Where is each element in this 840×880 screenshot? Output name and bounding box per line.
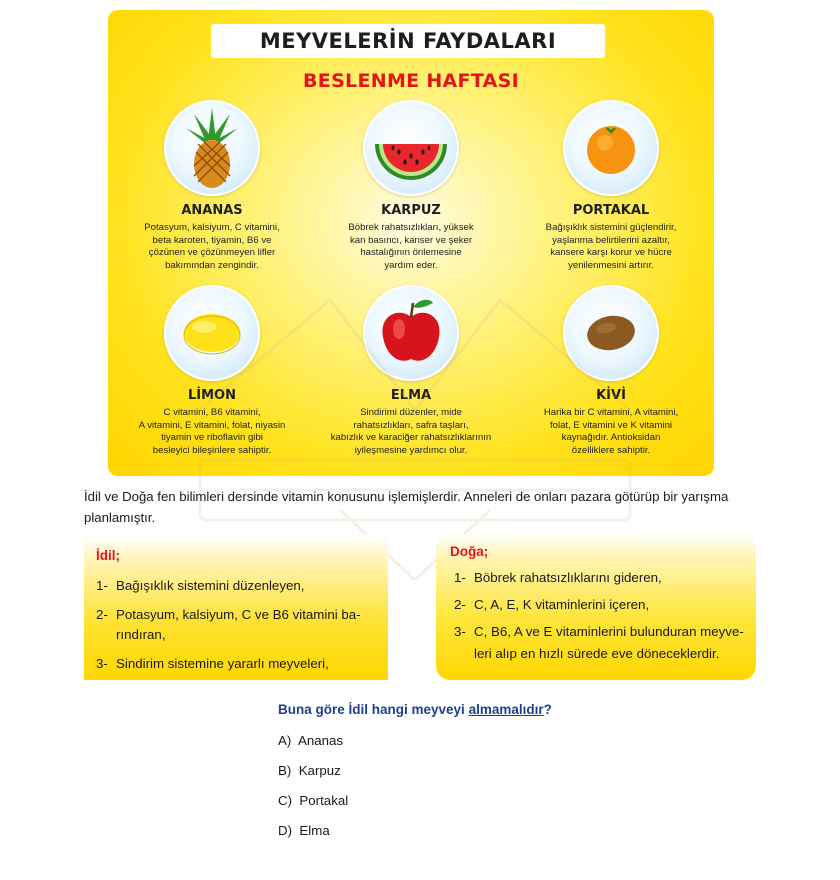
- option-d[interactable]: D) Elma: [278, 823, 330, 838]
- item-number: 3-: [96, 656, 108, 671]
- doga-heading: Doğa;: [450, 544, 489, 559]
- fruit-card-ananas: [112, 100, 312, 272]
- pineapple-icon: [164, 100, 260, 196]
- poster-subtitle: BESLENME HAFTASI: [303, 70, 519, 92]
- option-c[interactable]: C) Portakal: [278, 793, 349, 808]
- question-emphasis: almamalıdır: [468, 702, 544, 717]
- question-text: Buna göre İdil hangi meyveyi almamalıdır?: [278, 702, 552, 717]
- fruit-description: Böbrek rahatsızlıkları, yüksek kan basıncı, kanser ve şeker hastalığının önlemesine yardım eder.: [348, 222, 474, 271]
- fruit-description: Bağışıklık sistemini güçlendirir, yaşlanma belirtilerini azaltır, kansere karşı korur ve hücre yenilenmesini artırır.: [545, 222, 677, 271]
- fruit-card-karpuz: [311, 100, 511, 272]
- item-text: Sindirim sistemine yararlı meyveleri,: [116, 656, 329, 671]
- item-text: C, B6, A ve E vitaminlerini bulunduran meyve-: [474, 624, 744, 639]
- item-text: Böbrek rahatsızlıklarını gideren,: [474, 570, 662, 585]
- fruit-name: ELMA: [390, 388, 432, 403]
- fruit-name: PORTAKAL: [572, 203, 650, 218]
- fruit-description: C vitamini, B6 vitamini, A vitamini, E vitamini, folat, niyasin tiyamin ve riboflavin gibi besleyici bileşinlere sahiptir.: [138, 407, 286, 456]
- item-number: 1-: [96, 578, 108, 593]
- item-text: C, A, E, K vitaminlerini içeren,: [474, 597, 650, 612]
- item-number: 3-: [454, 624, 466, 639]
- idil-heading: İdil;: [96, 548, 120, 563]
- fruit-description: Harika bir C vitamini, A vitamini, folat, E vitamini ve K vitamini kaynağıdır. Antioksidan özelliklere sahiptir.: [543, 407, 679, 456]
- watermark-graphic: [180, 260, 650, 580]
- idil-list-box: [84, 534, 388, 680]
- option-a[interactable]: A) Ananas: [278, 733, 344, 748]
- item-number: 1-: [454, 570, 466, 585]
- item-number: 2-: [96, 607, 108, 622]
- fruit-name: KİVİ: [596, 388, 626, 403]
- watermelon-icon: [363, 100, 459, 196]
- orange-icon: [563, 100, 659, 196]
- poster-title: MEYVELERİN FAYDALARI: [211, 24, 605, 58]
- item-text: rındıran,: [116, 627, 166, 642]
- item-text: Bağışıklık sistemini düzenleyen,: [116, 578, 305, 593]
- item-number: 2-: [454, 597, 466, 612]
- option-b[interactable]: B) Karpuz: [278, 763, 341, 778]
- intro-paragraph: [84, 486, 774, 528]
- fruit-name: LİMON: [188, 388, 236, 403]
- doga-list-box: [436, 534, 756, 680]
- intro-line: planlamıştır.: [84, 510, 156, 525]
- fruit-name: KARPUZ: [381, 203, 441, 218]
- fruit-description: Sindirimi düzenler, mide rahatsızlıkları, safra taşları, kabızlık ve karaciğer rahatsızlıklarının iyileşmesine yardımcı olur.: [330, 407, 492, 456]
- fruit-description: Potasyum, kalsiyum, C vitamini, beta karoten, tiyamin, B6 ve çözünen ve çözünmeyen lifler bakımından zengindir.: [144, 222, 280, 271]
- item-text: leri alıp en hızlı sürede eve döneceklerdir.: [474, 646, 720, 661]
- item-text: Potasyum, kalsiyum, C ve B6 vitamini ba-: [116, 607, 361, 622]
- fruit-card-portakal: [511, 100, 711, 272]
- intro-line: İdil ve Doğa fen bilimleri dersinde vitamin konusunu işlemişlerdir. Anneleri de onları pazara götürüp bir yarışma: [84, 489, 729, 504]
- fruit-name: ANANAS: [181, 203, 243, 218]
